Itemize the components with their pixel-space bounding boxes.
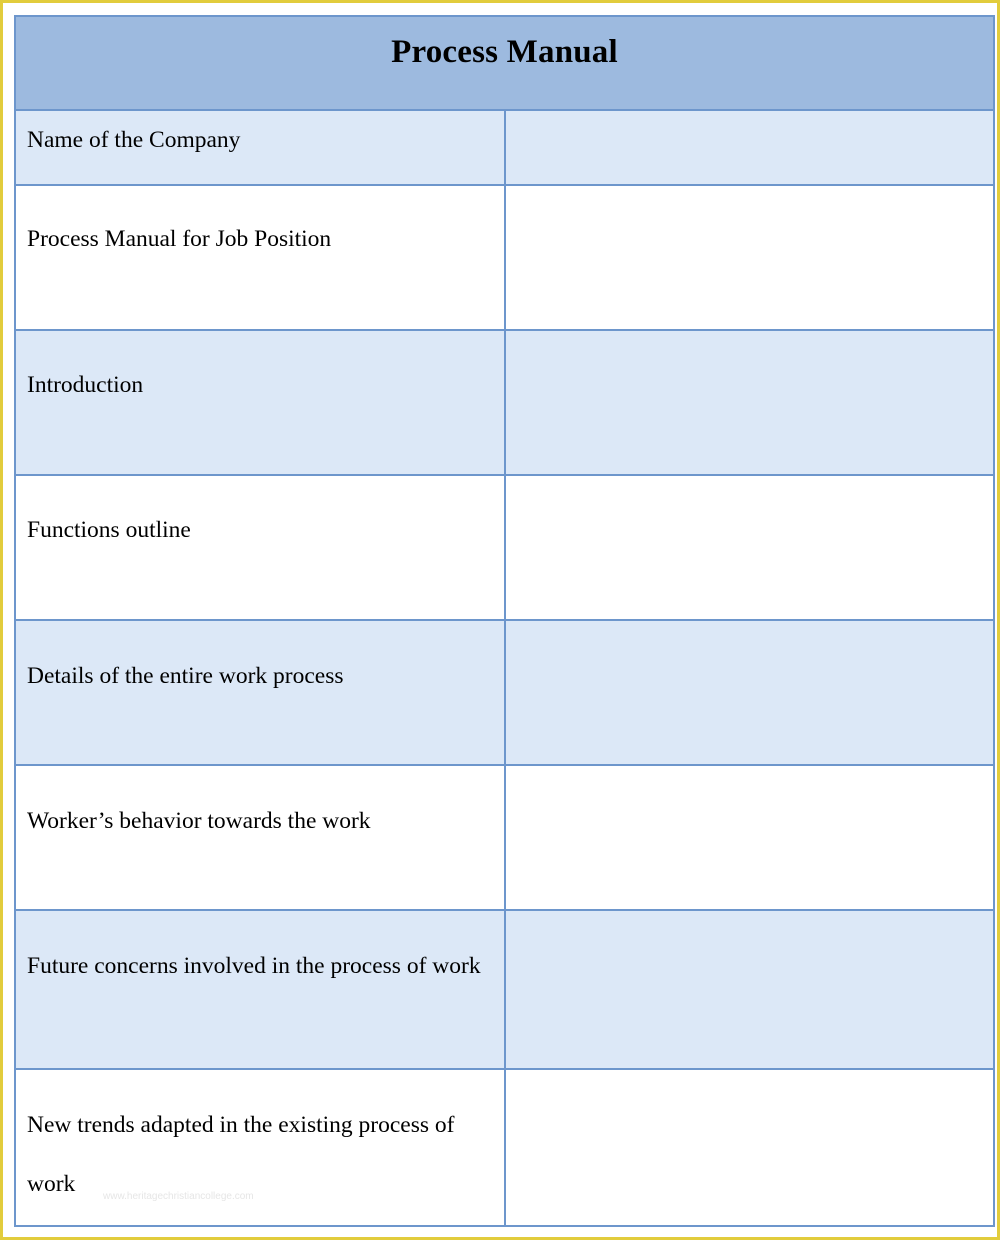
row-label-introduction: Introduction bbox=[27, 372, 144, 398]
process-manual-table bbox=[14, 15, 995, 1227]
label-cell bbox=[15, 185, 505, 330]
label-cell bbox=[15, 1069, 505, 1226]
row-label-functions-outline: Functions outline bbox=[27, 517, 191, 543]
header-cell bbox=[15, 16, 994, 110]
job-position-field[interactable] bbox=[505, 185, 995, 330]
table-row bbox=[15, 110, 994, 185]
label-cell bbox=[15, 765, 505, 910]
row-label-new-trends: New trends adapted in the existing process of work bbox=[27, 1112, 461, 1197]
table-row bbox=[15, 185, 994, 330]
table-row bbox=[15, 330, 994, 475]
company-name-field[interactable] bbox=[505, 110, 995, 185]
worker-behavior-field[interactable] bbox=[505, 765, 995, 910]
row-label-job-position: Process Manual for Job Position bbox=[27, 226, 332, 252]
functions-outline-field[interactable] bbox=[505, 475, 995, 620]
label-cell bbox=[15, 330, 505, 475]
label-cell bbox=[15, 110, 505, 185]
introduction-field[interactable] bbox=[505, 330, 995, 475]
watermark: www.heritagechristiancollege.com bbox=[103, 1191, 254, 1202]
work-process-details-field[interactable] bbox=[505, 620, 995, 765]
table-row bbox=[15, 1069, 994, 1226]
table-row bbox=[15, 620, 994, 765]
row-label-future-concerns: Future concerns involved in the process of work bbox=[27, 953, 481, 979]
label-cell bbox=[15, 910, 505, 1069]
row-label-worker-behavior: Worker’s behavior towards the work bbox=[27, 808, 371, 834]
table-row bbox=[15, 765, 994, 910]
row-label-company-name: Name of the Company bbox=[27, 127, 241, 153]
new-trends-field[interactable] bbox=[505, 1069, 995, 1226]
header-row bbox=[15, 16, 994, 110]
table-row bbox=[15, 475, 994, 620]
table-row bbox=[15, 910, 994, 1069]
row-label-work-process-details: Details of the entire work process bbox=[27, 663, 344, 689]
page-title: Process Manual bbox=[391, 34, 618, 70]
label-cell bbox=[15, 475, 505, 620]
label-cell bbox=[15, 620, 505, 765]
future-concerns-field[interactable] bbox=[505, 910, 995, 1069]
